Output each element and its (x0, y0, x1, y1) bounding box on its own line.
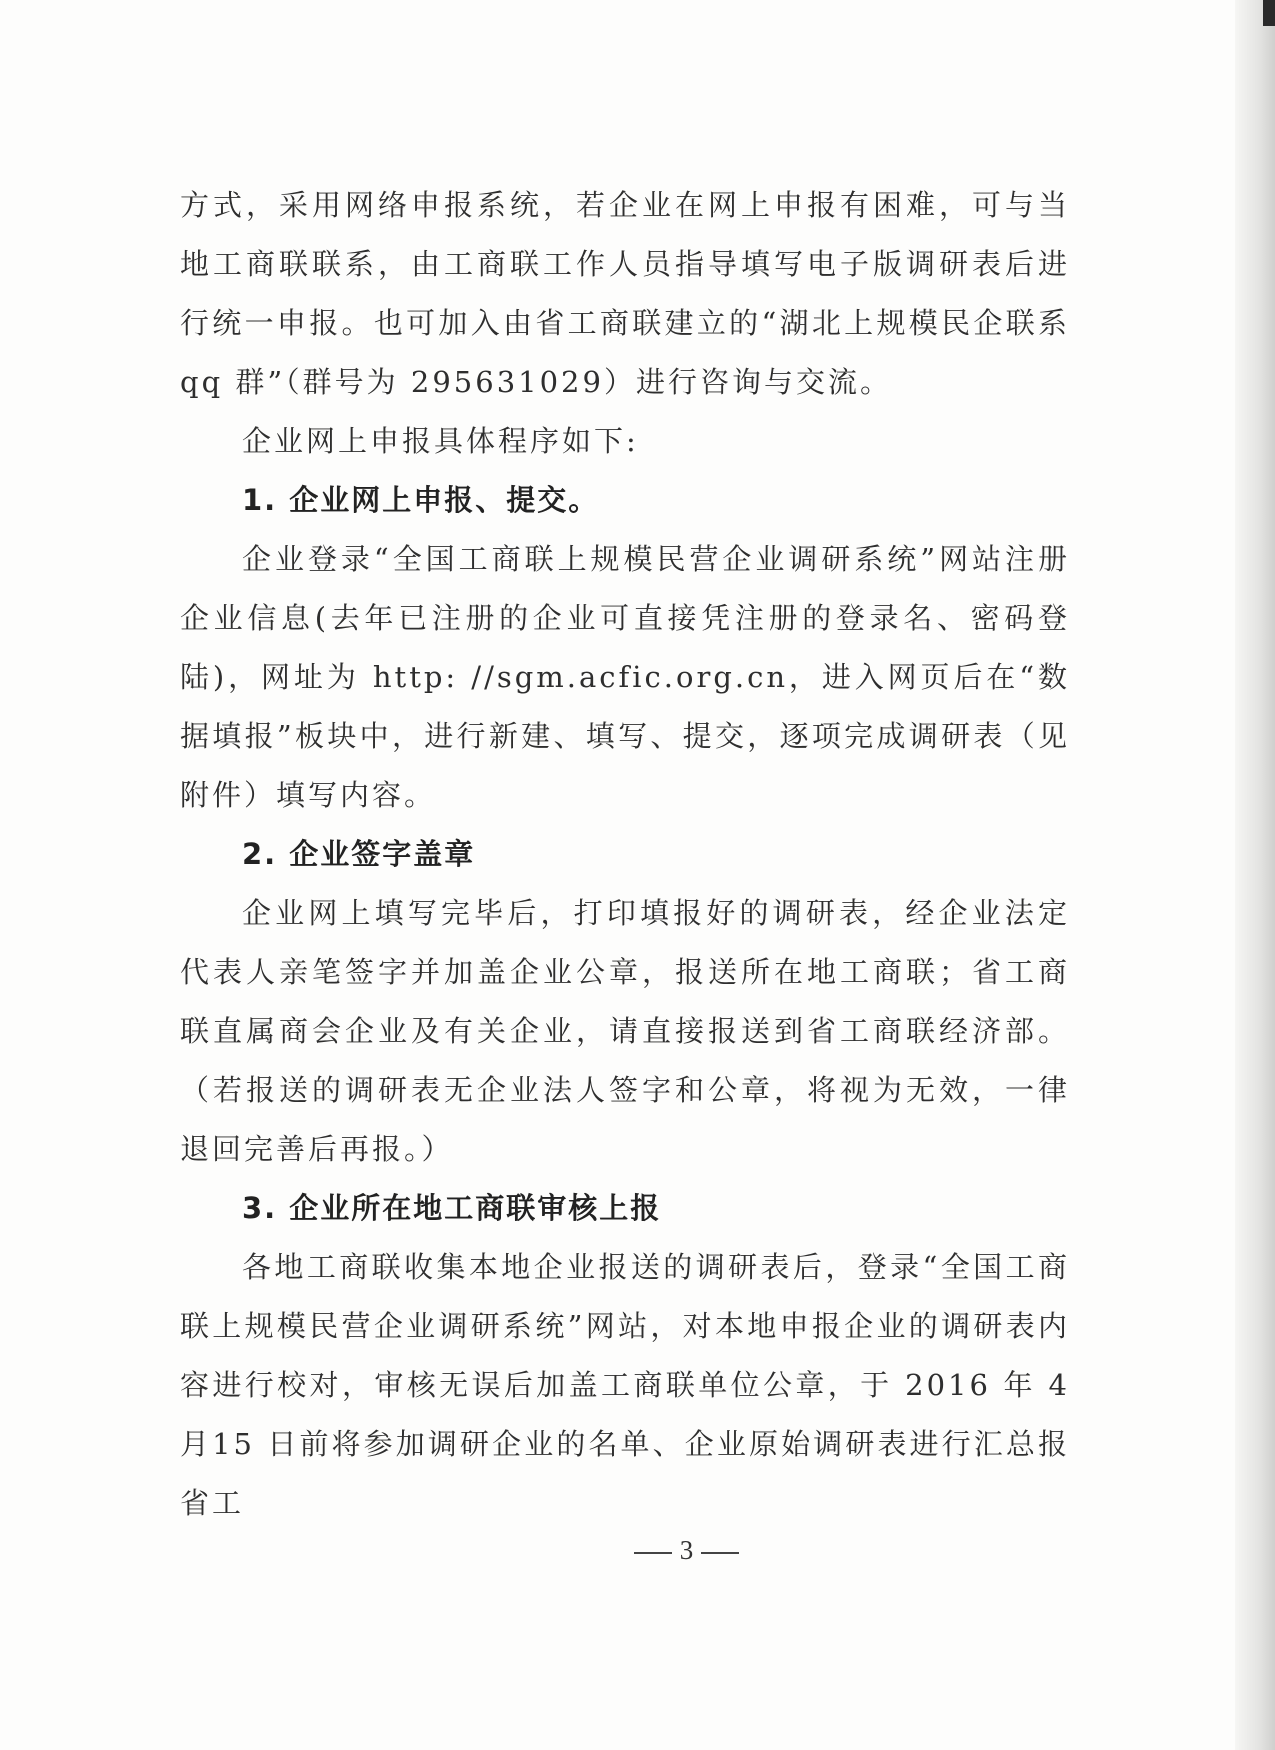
paragraph-contact-method: 方式，采用网络申报系统，若企业在网上申报有困难，可与当地工商联联系，由工商联工作人员指导填写电子版调研表后进行统一申报。也可加入由省工商联建立的“湖北上规模民企联系 qq 群”（群号为 295631029）进行咨询与交流。 (180, 188, 1070, 399)
paragraph-procedure-intro: 企业网上申报具体程序如下: (242, 424, 639, 458)
scan-corner-mark (1263, 0, 1275, 26)
section-heading-local-review: 3. 企业所在地工商联审核上报 (242, 1191, 662, 1225)
paragraph-signature-seal: 企业网上填写完毕后，打印填报好的调研表，经企业法定代表人亲笔签字并加盖企业公章，报送所在地工商联；省工商联直属商会企业及有关企业，请直接报送到省工商联经济部。（若报送的调研表无企业法人签字和公章，将视为无效，一律退回完善后再报。） (180, 896, 1070, 1166)
section-heading-online-submission: 1. 企业网上申报、提交。 (242, 483, 600, 517)
scan-edge-shadow (1235, 0, 1275, 1750)
page-number-right-dash (701, 1552, 739, 1554)
page-number-footer (0, 1535, 1275, 1566)
paragraph-online-submission: 企业登录“全国工商联上规模民营企业调研系统”网站注册企业信息(去年已注册的企业可直接凭注册的登录名、密码登陆)，网址为 http: //sgm.acfic.org.cn，进入网页后在“数据填报”板块中，进行新建、填写、提交，逐项完成调研表（见附件）填写内容。 (180, 542, 1070, 812)
paragraph-local-review: 各地工商联收集本地企业报送的调研表后，登录“全国工商联上规模民营企业调研系统”网站，对本地申报企业的调研表内容进行校对，审核无误后加盖工商联单位公章，于 2016 年 4 月15 日前将参加调研企业的名单、企业原始调研表进行汇总报省工 (180, 1250, 1070, 1520)
page-number-left-dash (634, 1552, 672, 1554)
document-body (180, 176, 1070, 1533)
page-number: 3 (679, 1535, 694, 1565)
section-heading-signature-seal: 2. 企业签字盖章 (242, 837, 476, 871)
